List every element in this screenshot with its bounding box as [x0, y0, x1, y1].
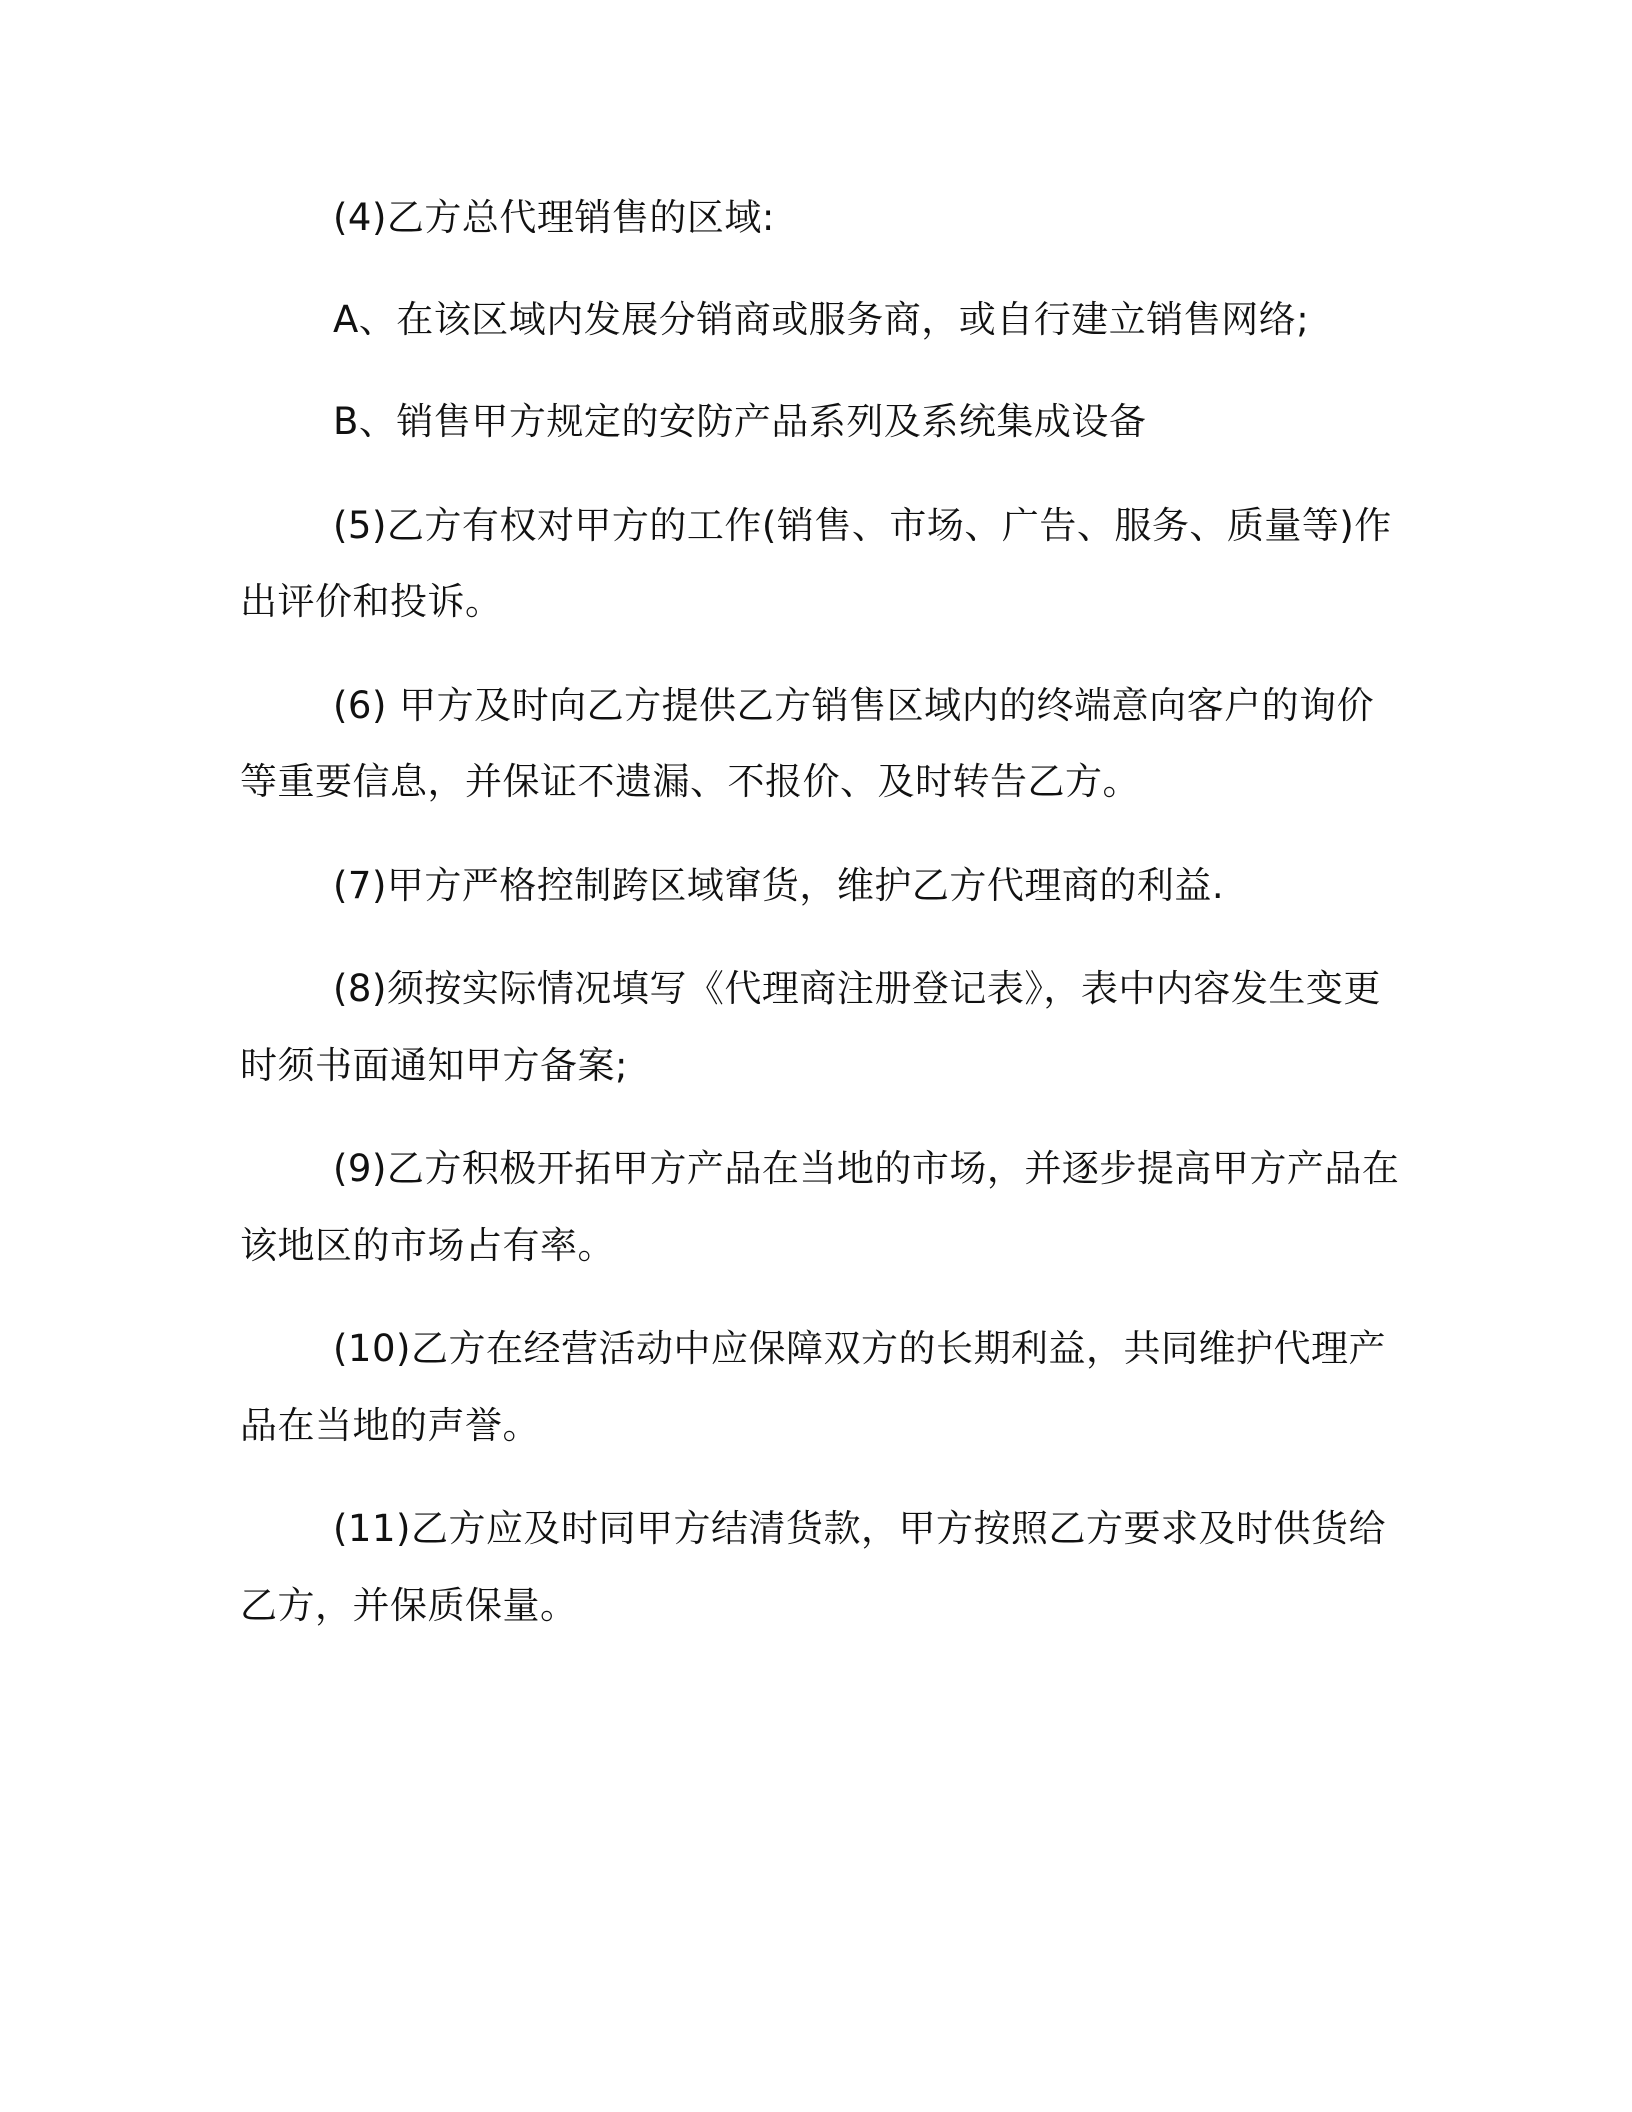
paragraph-10-line-1: (10)乙方在经营活动中应保障双方的长期利益，共同维护代理产 [333, 1327, 1386, 1370]
paragraph-5-line-2: 出评价和投诉。 [240, 580, 503, 623]
paragraph-11-line-1: (11)乙方应及时同甲方结清货款，甲方按照乙方要求及时供货给 [333, 1507, 1386, 1550]
paragraph-4-line-1: (4)乙方总代理销售的区域: [333, 196, 775, 239]
paragraph-8-line-1: (8)须按实际情况填写《代理商注册登记表》，表中内容发生变更 [333, 967, 1381, 1010]
paragraph-10-line-2: 品在当地的声誉。 [240, 1404, 540, 1447]
paragraph-9-line-2: 该地区的市场占有率。 [240, 1224, 615, 1267]
paragraph-b-line-1: B、销售甲方规定的安防产品系列及系统集成设备 [333, 400, 1147, 443]
paragraph-6-line-1: (6) 甲方及时向乙方提供乙方销售区域内的终端意向客户的询价 [333, 684, 1375, 727]
paragraph-8-line-2: 时须书面通知甲方备案; [240, 1044, 628, 1087]
paragraph-11-line-2: 乙方，并保质保量。 [240, 1584, 578, 1627]
paragraph-9-line-1: (9)乙方积极开拓甲方产品在当地的市场，并逐步提高甲方产品在 [333, 1147, 1400, 1190]
paragraph-6-line-2: 等重要信息，并保证不遗漏、不报价、及时转告乙方。 [240, 760, 1140, 803]
paragraph-7-line-1: (7)甲方严格控制跨区域窜货，维护乙方代理商的利益. [333, 864, 1225, 907]
paragraph-5-line-1: (5)乙方有权对甲方的工作(销售、市场、广告、服务、质量等)作 [333, 504, 1392, 547]
paragraph-a-line-1: A、在该区域内发展分销商或服务商，或自行建立销售网络; [333, 298, 1310, 341]
